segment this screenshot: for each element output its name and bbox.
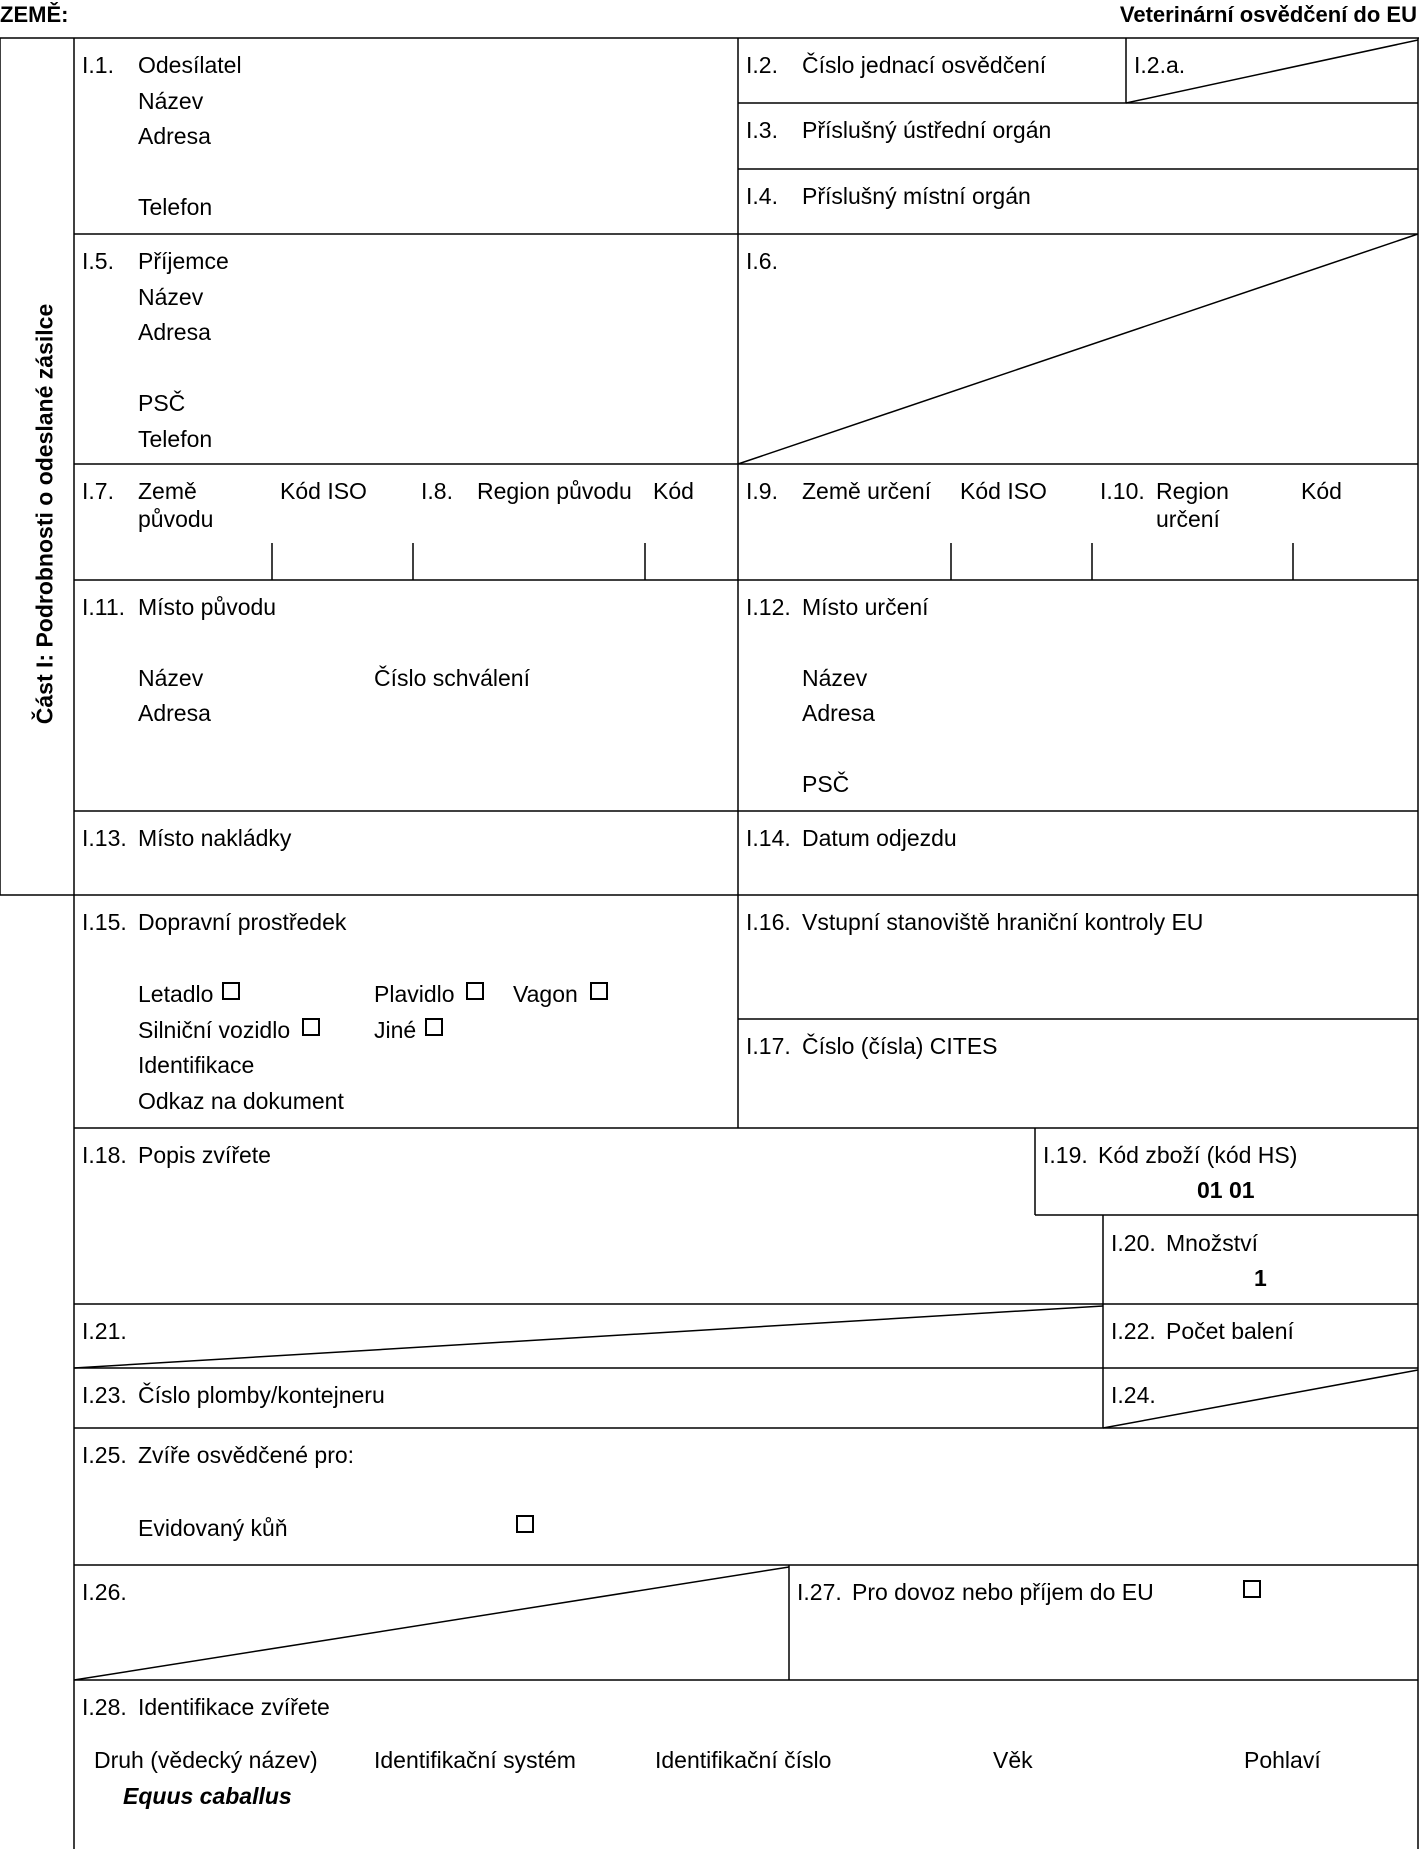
import-entry-title: Pro dovoz nebo příjem do EU bbox=[852, 1579, 1154, 1605]
border-control-post-title: Vstupní stanoviště hraniční kontroly EU bbox=[802, 909, 1204, 935]
commodity-code-title: Kód zboží (kód HS) bbox=[1098, 1142, 1298, 1168]
field-number: I.23. bbox=[82, 1382, 127, 1408]
origin-country-title-2: původu bbox=[138, 506, 214, 532]
other-transport-checkbox[interactable] bbox=[425, 1018, 443, 1036]
field-number: I.17. bbox=[746, 1033, 791, 1059]
origin-iso-label: Kód ISO bbox=[280, 478, 367, 504]
commodity-code-value: 01 01 bbox=[1197, 1177, 1255, 1203]
consignor-address-label: Adresa bbox=[138, 123, 211, 149]
registered-horse-label: Evidovaný kůň bbox=[138, 1515, 288, 1541]
place-of-destination-title: Místo určení bbox=[802, 594, 929, 620]
certified-for-title: Zvíře osvědčené pro: bbox=[138, 1442, 355, 1468]
consignee-name-label: Název bbox=[138, 284, 204, 310]
transport-title: Dopravní prostředek bbox=[138, 909, 347, 935]
field-number: I.20. bbox=[1111, 1230, 1156, 1256]
import-entry-checkbox[interactable] bbox=[1243, 1580, 1261, 1598]
origin-country-title: Země bbox=[138, 478, 197, 504]
number-of-packages-title: Počet balení bbox=[1166, 1318, 1294, 1344]
other-transport-label: Jiné bbox=[374, 1017, 417, 1043]
consignor-title: Odesílatel bbox=[138, 52, 242, 78]
field-number: I.26. bbox=[82, 1579, 127, 1605]
destination-country-title: Země určení bbox=[802, 478, 932, 504]
sex-column-header: Pohlaví bbox=[1244, 1747, 1321, 1773]
local-authority-title: Příslušný místní orgán bbox=[802, 183, 1031, 209]
wagon-label: Vagon bbox=[513, 981, 578, 1007]
field-number: I.25. bbox=[82, 1442, 127, 1468]
place-of-origin-address-label: Adresa bbox=[138, 700, 211, 726]
place-of-destination-address-label: Adresa bbox=[802, 700, 875, 726]
field-number: I.27. bbox=[797, 1579, 842, 1605]
field-number: I.18. bbox=[82, 1142, 127, 1168]
field-number: I.16. bbox=[746, 909, 791, 935]
consignee-phone-label: Telefon bbox=[138, 426, 213, 452]
consignee-address-label: Adresa bbox=[138, 319, 211, 345]
aircraft-label: Letadlo bbox=[138, 981, 214, 1007]
origin-region-code-label: Kód bbox=[653, 478, 694, 504]
field-number: I.9. bbox=[746, 478, 778, 504]
seal-container-number-title: Číslo plomby/kontejneru bbox=[138, 1382, 385, 1408]
destination-iso-label: Kód ISO bbox=[960, 478, 1047, 504]
certificate-reference-title: Číslo jednací osvědčení bbox=[802, 52, 1047, 78]
field-number: I.14. bbox=[746, 825, 791, 851]
animal-description-title: Popis zvířete bbox=[138, 1142, 271, 1168]
field-number: I.22. bbox=[1111, 1318, 1156, 1344]
field-number: I.24. bbox=[1111, 1382, 1156, 1408]
approval-number-label: Číslo schválení bbox=[374, 665, 530, 691]
consignor-name-label: Název bbox=[138, 88, 204, 114]
transport-identification-label: Identifikace bbox=[138, 1052, 255, 1078]
ship-checkbox[interactable] bbox=[466, 982, 484, 1000]
field-number: I.13. bbox=[82, 825, 127, 851]
identification-number-column-header: Identifikační číslo bbox=[655, 1747, 832, 1773]
central-authority-title: Příslušný ústřední orgán bbox=[802, 117, 1052, 143]
animal-identification-title: Identifikace zvířete bbox=[138, 1694, 330, 1720]
field-number: I.5. bbox=[82, 248, 114, 274]
field-number: I.21. bbox=[82, 1318, 127, 1344]
place-of-origin-title: Místo původu bbox=[138, 594, 277, 620]
quantity-title: Množství bbox=[1166, 1230, 1259, 1256]
road-vehicle-label: Silniční vozidlo bbox=[138, 1017, 291, 1043]
field-number: I.1. bbox=[82, 52, 114, 78]
part-one-side-text: Část I: Podrobnosti o odeslané zásilce bbox=[31, 303, 58, 725]
field-number: I.6. bbox=[746, 248, 778, 274]
departure-date-title: Datum odjezdu bbox=[802, 825, 957, 851]
consignee-title: Příjemce bbox=[138, 248, 229, 274]
field-number: I.8. bbox=[421, 478, 453, 504]
consignor-phone-label: Telefon bbox=[138, 194, 213, 220]
age-column-header: Věk bbox=[993, 1747, 1033, 1773]
certificate-title: Veterinární osvědčení do EU bbox=[1119, 2, 1417, 27]
field-number: I.28. bbox=[82, 1694, 127, 1720]
registered-horse-checkbox[interactable] bbox=[516, 1515, 534, 1533]
place-of-destination-postcode-label: PSČ bbox=[802, 771, 850, 797]
place-of-destination-name-label: Název bbox=[802, 665, 868, 691]
quantity-value: 1 bbox=[1254, 1265, 1267, 1291]
field-number: I.19. bbox=[1043, 1142, 1088, 1168]
ship-label: Plavidlo bbox=[374, 981, 455, 1007]
field-number: I.2. bbox=[746, 52, 778, 78]
road-vehicle-checkbox[interactable] bbox=[302, 1018, 320, 1036]
destination-region-title: Region bbox=[1156, 478, 1229, 504]
aircraft-checkbox[interactable] bbox=[222, 982, 240, 1000]
field-number: I.4. bbox=[746, 183, 778, 209]
field-number: I.7. bbox=[82, 478, 114, 504]
identification-system-column-header: Identifikační systém bbox=[374, 1747, 576, 1773]
document-reference-label: Odkaz na dokument bbox=[138, 1088, 344, 1114]
field-number: I.11. bbox=[82, 594, 126, 620]
field-number: I.12. bbox=[746, 594, 791, 620]
field-number: I.2.a. bbox=[1134, 52, 1186, 78]
field-number: I.15. bbox=[82, 909, 127, 935]
species-value: Equus caballus bbox=[123, 1783, 292, 1809]
place-of-loading-title: Místo nakládky bbox=[138, 825, 292, 851]
origin-region-title: Region původu bbox=[477, 478, 632, 504]
field-number: I.10. bbox=[1100, 478, 1145, 504]
wagon-checkbox[interactable] bbox=[590, 982, 608, 1000]
cites-number-title: Číslo (čísla) CITES bbox=[802, 1033, 998, 1059]
species-column-header: Druh (vědecký název) bbox=[94, 1747, 318, 1773]
country-label: ZEMĚ: bbox=[0, 2, 69, 27]
field-number: I.3. bbox=[746, 117, 778, 143]
destination-region-title-2: určení bbox=[1156, 506, 1220, 532]
place-of-origin-name-label: Název bbox=[138, 665, 204, 691]
destination-region-code-label: Kód bbox=[1301, 478, 1342, 504]
consignee-postcode-label: PSČ bbox=[138, 390, 186, 416]
